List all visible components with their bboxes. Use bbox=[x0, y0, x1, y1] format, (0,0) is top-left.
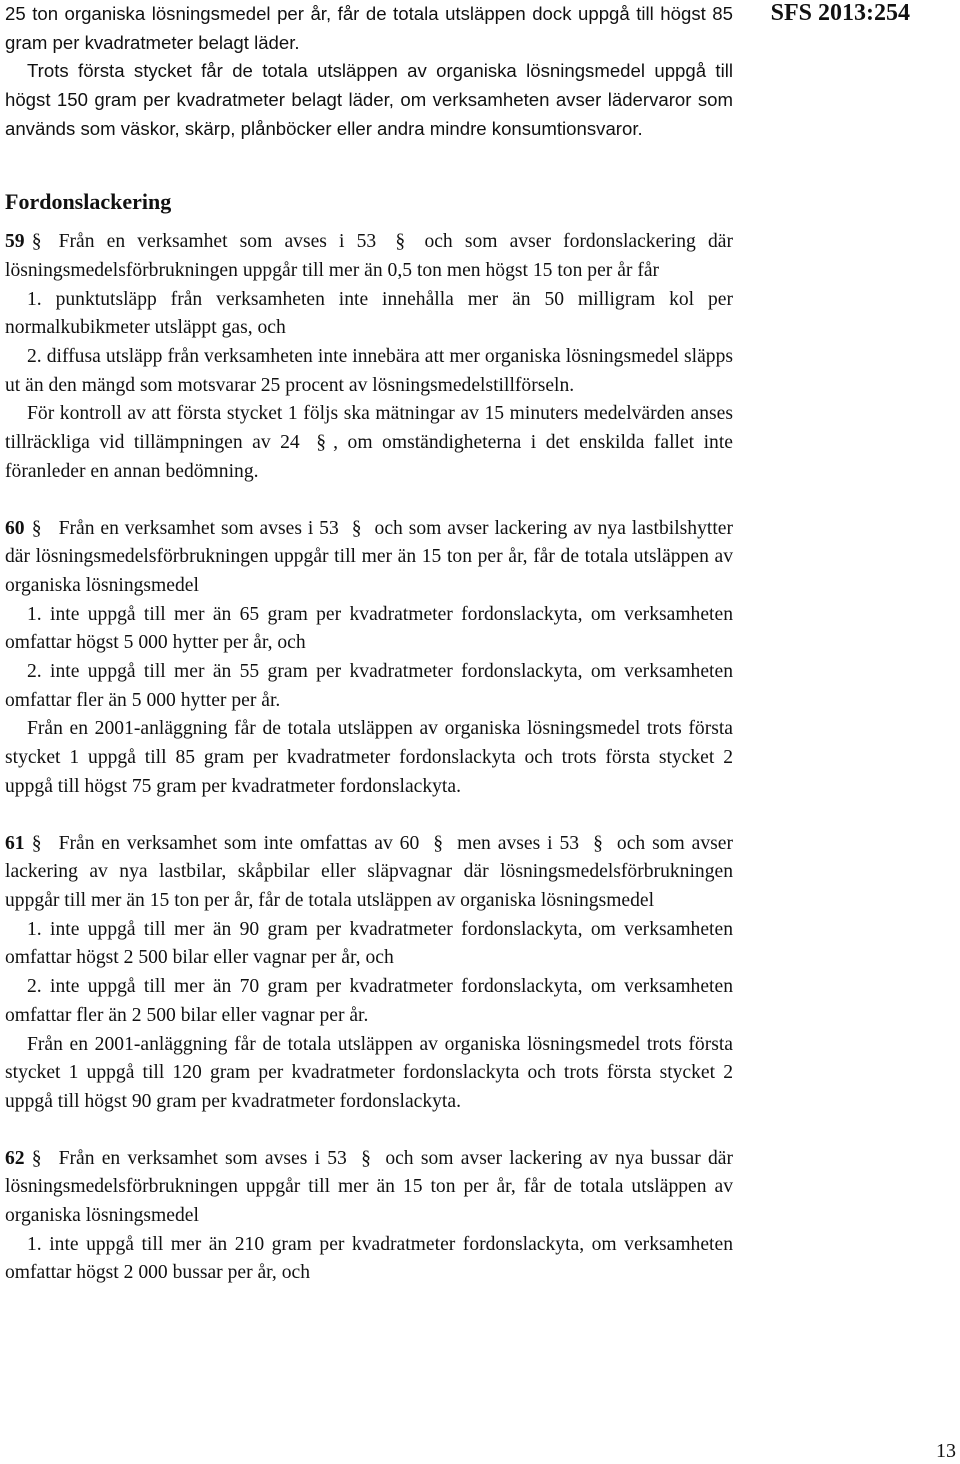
paragraph-62 bbox=[5, 1145, 733, 1289]
lead-text-tail: och som avser lackering av nya bussar där lösningsmedelsförbrukningen uppgår till mer än 15 ton per år, får de totala utsläppen av organiska lösningsmedel bbox=[5, 1147, 733, 1227]
control-paragraph bbox=[5, 400, 733, 486]
lead-text: Från en verksamhet som avses i 53 bbox=[58, 517, 339, 539]
list-item-2: 2. inte uppgå till mer än 70 gram per kvadratmeter fordonslackyta, om verksamheten omfattar fler än 2 500 bilar eller vagnar per år. bbox=[5, 976, 733, 1026]
paragraph-59-lead bbox=[5, 228, 733, 285]
page-body bbox=[5, 0, 733, 1288]
exception-paragraph: Från en 2001-anläggning får de totala utsläppen av organiska lösningsmedel trots första stycket 1 uppgå till 120 gram per kvadratmeter fordonslackyta och trots första stycket 2 uppgå till högst 90 gram per kvadratmeter fordonslackyta. bbox=[5, 1033, 733, 1112]
section-sign: § bbox=[395, 231, 406, 253]
section-sign: § bbox=[31, 1147, 42, 1169]
lead-text-tail: och som avser lackering av nya lastbilar, skåpbilar eller släpvagnar där lösningsmedelsförbrukningen uppgår till mer än 15 ton per år, får de totala utsläppen av organiska lösningsmedel bbox=[5, 832, 734, 911]
section-sign: § bbox=[361, 1147, 371, 1169]
paragraph-number: 61 bbox=[5, 832, 25, 854]
section-sign: § bbox=[31, 231, 42, 253]
intro-paragraph-2: Trots första stycket får de totala utsläppen av organiska lösningsmedel uppgå till högst 150 gram per kvadratmeter belagt läder, om verksamheten avser lädervaror som används som väskor, skärp, plånböcker eller andra mindre konsumtionsvaror. bbox=[5, 60, 733, 139]
section-sign: § bbox=[351, 517, 362, 539]
paragraph-60-lead bbox=[5, 515, 733, 601]
lead-text: Från en verksamhet som avses i 53 bbox=[58, 231, 377, 253]
section-sign: § bbox=[593, 832, 603, 854]
paragraph-number: 59 bbox=[5, 231, 25, 253]
paragraph-62-lead bbox=[5, 1145, 733, 1231]
section-heading: Fordonslackering bbox=[5, 188, 172, 214]
paragraph-61 bbox=[5, 830, 733, 1117]
section-sign: § bbox=[433, 832, 444, 854]
lead-text-mid: men avses i 53 bbox=[457, 832, 580, 854]
paragraph-59 bbox=[5, 228, 733, 486]
list-item-1: 1. inte uppgå till mer än 210 gram per kvadratmeter fordonslackyta, om verksamheten omfattar högst 2 000 bussar per år, och bbox=[5, 1233, 733, 1284]
list-item-1: 1. inte uppgå till mer än 65 gram per kvadratmeter fordonslackyta, om verksamheten omfattar högst 5 000 hytter per år, och bbox=[5, 603, 733, 654]
document-reference: SFS 2013:254 bbox=[770, 0, 910, 26]
page-number: 13 bbox=[936, 1440, 956, 1462]
paragraph-60 bbox=[5, 515, 733, 802]
paragraph-number: 62 bbox=[5, 1147, 25, 1169]
list-item-1: 1. punktutsläpp från verksamheten inte innehålla mer än 50 milligram kol per normalkubikmeter utsläppt gas, och bbox=[5, 288, 733, 339]
lead-text: Från en verksamhet som avses i 53 bbox=[58, 1147, 347, 1169]
intro-paragraph-1: 25 ton organiska lösningsmedel per år, får de totala utsläppen dock uppgå till högst 85 gram per kvadratmeter belagt läder. bbox=[5, 3, 733, 53]
section-sign: § bbox=[31, 517, 42, 539]
control-text: För kontroll av att första stycket 1 följs ska mätningar av 15 minuters medelvärden anses tillräckliga vid tillämpningen av 24 bbox=[5, 403, 733, 454]
list-item-2: 2. diffusa utsläpp från verksamheten inte innebära att mer organiska lösningsmedel släpps ut än den mängd som motsvarar 25 procent av lösningsmedelstillförseln. bbox=[5, 346, 733, 396]
lead-text-tail: och som avser lackering av nya lastbilshytter där lösningsmedelsförbrukningen uppgår till mer än 15 ton per år, får de totala utsläppen av organiska lösningsmedel bbox=[5, 517, 733, 596]
lead-text-tail: och som avser fordonslackering där lösningsmedelsförbrukningen uppgår till mer än 0,5 ton men högst 15 ton per år får bbox=[5, 231, 733, 281]
lead-text: Från en verksamhet som inte omfattas av 60 bbox=[58, 832, 420, 854]
exception-paragraph: Från en 2001-anläggning får de totala utsläppen av organiska lösningsmedel trots första stycket 1 uppgå till 85 gram per kvadratmeter fordonslackyta och trots första stycket 2 uppgå till högst 75 gram per kvadratmeter fordonslackyta. bbox=[5, 718, 733, 797]
control-text-tail: , om omständigheterna i det enskilda fallet inte föranleder en annan bedömning. bbox=[5, 432, 733, 482]
section-sign: § bbox=[31, 832, 42, 854]
paragraph-number: 60 bbox=[5, 517, 25, 539]
list-item-1: 1. inte uppgå till mer än 90 gram per kvadratmeter fordonslackyta, om verksamheten omfattar högst 2 500 bilar eller vagnar per år, och bbox=[5, 918, 733, 969]
section-sign: § bbox=[316, 432, 327, 454]
paragraph-61-lead bbox=[5, 830, 733, 916]
list-item-2: 2. inte uppgå till mer än 55 gram per kvadratmeter fordonslackyta, om verksamheten omfattar fler än 5 000 hytter per år. bbox=[5, 661, 733, 711]
